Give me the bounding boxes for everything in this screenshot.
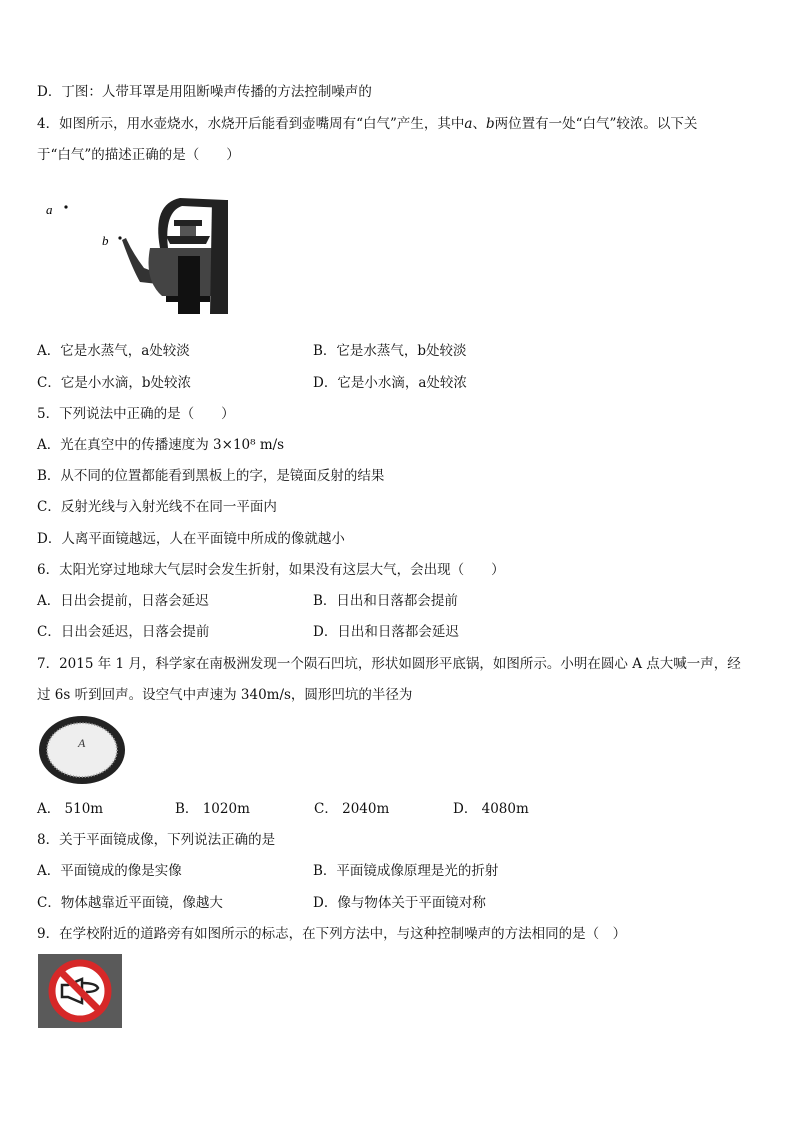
q5-option-d: D．人离平面镜越远，人在平面镜中所成的像就越小	[37, 531, 345, 547]
q5-option-a: A．光在真空中的传播速度为 3×10⁸ m/s	[37, 437, 285, 453]
no-horn-sign-icon	[38, 954, 122, 1028]
q6-stem: 6．太阳光穿过地球大气层时会发生折射，如果没有这层大气，会出现（ ）	[37, 562, 505, 578]
kettle-label-a: a	[46, 202, 53, 217]
q6-option-a: A．日出会提前，日落会延迟	[37, 593, 209, 609]
q5-option-c: C．反射光线与入射光线不在同一平面内	[37, 499, 277, 515]
q8-option-d: D．像与物体关于平面镜对称	[313, 895, 486, 911]
point-a-dot	[64, 205, 67, 208]
kettle-figure	[40, 188, 240, 318]
q5-stem: 5．下列说法中正确的是（ ）	[37, 406, 235, 422]
q5-option-b: B．从不同的位置都能看到黑板上的字，是镜面反射的结果	[37, 468, 385, 484]
kettle-label-b: b	[102, 233, 109, 248]
q7-stem-line1: 7．2015 年 1 月，科学家在南极洲发现一个陨石凹坑，形状如圆形平底锅，如图所示。小明在圆心 A 点大喊一声，经	[37, 656, 741, 672]
q3-option-d: D．丁图：人带耳罩是用阻断噪声传播的方法控制噪声的	[37, 84, 372, 100]
q4-stem-line1: 4．如图所示，用水壶烧水，水烧开后能看到壶嘴周有“白气”产生，其中a、b两位置有一处“白气”较浓。以下关	[37, 116, 698, 132]
q4-option-a: A．它是水蒸气，a处较淡	[37, 343, 190, 359]
q7-option-a: A． 510m	[37, 801, 104, 817]
q6-option-b: B．日出和日落都会提前	[313, 593, 458, 609]
q4-option-b: B．它是水蒸气，b处较淡	[313, 343, 467, 359]
q6-option-c: C．日出会延迟，日落会提前	[37, 624, 210, 640]
q6-option-d: D．日出和日落都会延迟	[313, 624, 459, 640]
stove-stand	[178, 256, 200, 314]
crater-label-a: A	[78, 736, 86, 750]
crater-figure	[36, 714, 128, 786]
q7-option-b: B． 1020m	[175, 801, 250, 817]
q8-option-a: A．平面镜成的像是实像	[37, 863, 182, 879]
q4-stem-line2: 于“白气”的描述正确的是（ ）	[37, 147, 240, 163]
q7-stem-line2: 过 6s 听到回声。设空气中声速为 340m/s，圆形凹坑的半径为	[37, 687, 413, 703]
q8-option-b: B．平面镜成像原理是光的折射	[313, 863, 499, 879]
q8-stem: 8．关于平面镜成像，下列说法正确的是	[37, 832, 276, 848]
point-b-dot	[118, 236, 121, 239]
q4-option-d: D．它是小水滴，a处较浓	[313, 375, 467, 391]
q9-stem: 9．在学校附近的道路旁有如图所示的标志，在下列方法中，与这种控制噪声的方法相同的是（ ）	[37, 926, 627, 942]
q4-option-c: C．它是小水滴，b处较浓	[37, 375, 191, 391]
q8-option-c: C．物体越靠近平面镜，像越大	[37, 895, 223, 911]
q7-option-d: D． 4080m	[453, 801, 529, 817]
q7-option-c: C． 2040m	[314, 801, 390, 817]
